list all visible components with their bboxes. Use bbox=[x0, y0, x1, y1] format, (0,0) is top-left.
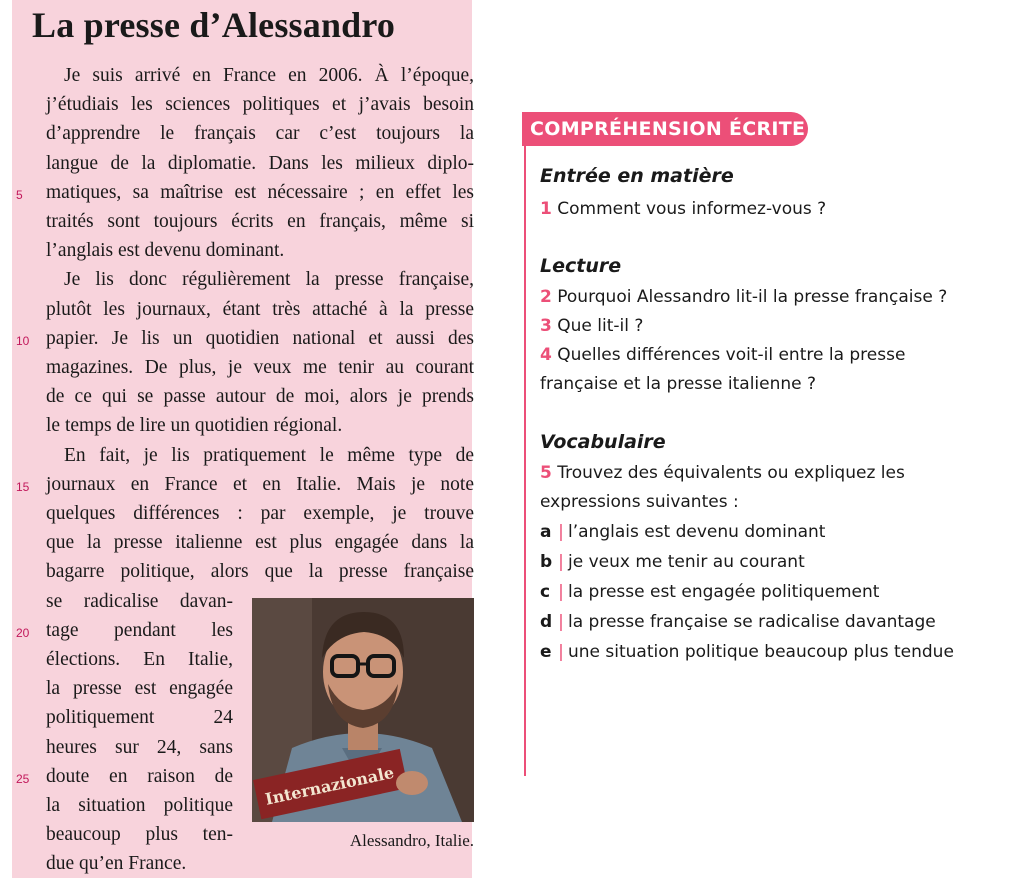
section-heading-vocabulaire: Vocabulaire bbox=[540, 431, 666, 453]
item-separator: | bbox=[558, 642, 564, 662]
question-text: Trouvez des équivalents ou expliquez les bbox=[557, 463, 905, 483]
article-line: due qu’en France. bbox=[46, 853, 187, 874]
question-4-continued: française et la presse italienne ? bbox=[540, 374, 817, 394]
article-line: l’anglais est devenu dominant. bbox=[46, 240, 285, 261]
photo-caption: Alessandro, Italie. bbox=[349, 831, 474, 850]
article-line: de ce qui se passe autour de moi, alors je prends bbox=[46, 386, 474, 407]
article-line: beaucoup plus ten- bbox=[46, 824, 233, 845]
vocabulary-item bbox=[540, 578, 879, 606]
article-line: plutôt les journaux, étant très attaché à la presse bbox=[46, 299, 474, 320]
item-text: la presse est engagée politiquement bbox=[568, 582, 880, 602]
vocabulary-item bbox=[540, 518, 825, 546]
question-5 bbox=[540, 459, 905, 487]
question-number: 5 bbox=[540, 463, 552, 483]
question-number: 3 bbox=[540, 316, 552, 336]
question-3 bbox=[540, 312, 643, 340]
item-text: l’anglais est devenu dominant bbox=[568, 522, 826, 542]
item-separator: | bbox=[558, 612, 564, 632]
question-number: 2 bbox=[540, 287, 552, 307]
portrait-photo bbox=[252, 598, 474, 822]
article-line: traités sont toujours écrits en français, même si bbox=[46, 211, 474, 232]
magazine-label: Internazionale bbox=[263, 762, 396, 809]
article-line: se radicalise davan- bbox=[46, 591, 233, 612]
article-line: la situation politique bbox=[46, 795, 233, 816]
article-line: Je lis donc régulièrement la presse française, bbox=[64, 269, 474, 290]
item-letter: d bbox=[540, 612, 553, 632]
item-text: je veux me tenir au courant bbox=[568, 552, 805, 572]
portrait-illustration bbox=[252, 598, 474, 822]
article-line: le temps de lire un quotidien régional. bbox=[46, 415, 343, 436]
question-text: Pourquoi Alessandro lit-il la presse française ? bbox=[557, 287, 948, 307]
question-text: Que lit-il ? bbox=[557, 316, 644, 336]
article-line: En fait, je lis pratiquement le même type de bbox=[64, 445, 474, 466]
line-number: 20 bbox=[16, 626, 30, 640]
article-line: papier. Je lis un quotidien national et aussi des bbox=[46, 328, 474, 349]
item-separator: | bbox=[558, 582, 564, 602]
article-line: tage pendant les bbox=[46, 620, 233, 641]
article-line: bagarre politique, alors que la presse française bbox=[46, 561, 474, 582]
item-text: une situation politique beaucoup plus tendue bbox=[568, 642, 954, 662]
vocabulary-item bbox=[540, 548, 805, 576]
item-separator: | bbox=[558, 522, 564, 542]
section-heading-entree: Entrée en matière bbox=[540, 165, 734, 187]
question-number: 4 bbox=[540, 345, 552, 365]
article-line: la presse est engagée bbox=[46, 678, 233, 699]
question-text: Comment vous informez-vous ? bbox=[557, 199, 827, 219]
vocabulary-item bbox=[540, 638, 954, 666]
vocabulary-item bbox=[540, 608, 936, 636]
line-number: 10 bbox=[16, 334, 30, 348]
line-number: 25 bbox=[16, 772, 30, 786]
question-1 bbox=[540, 195, 826, 223]
article-line: politiquement 24 bbox=[46, 707, 233, 728]
article-line: quelques différences : par exemple, je trouve bbox=[46, 503, 474, 524]
question-4 bbox=[540, 341, 905, 369]
article-line: Je suis arrivé en France en 2006. À l’époque, bbox=[64, 65, 474, 86]
article-line: élections. En Italie, bbox=[46, 649, 233, 670]
item-letter: e bbox=[540, 642, 552, 662]
line-number: 5 bbox=[16, 188, 23, 202]
item-separator: | bbox=[558, 552, 564, 572]
question-5-continued: expressions suivantes : bbox=[540, 492, 739, 512]
article-line: doute en raison de bbox=[46, 766, 233, 787]
article-line: d’apprendre le français car c’est toujours la bbox=[46, 123, 474, 144]
exercise-divider bbox=[524, 146, 526, 776]
article-panel bbox=[12, 0, 472, 878]
item-text: la presse française se radicalise davantage bbox=[568, 612, 936, 632]
article-line: journaux en France et en Italie. Mais je note bbox=[46, 474, 474, 495]
item-letter: c bbox=[540, 582, 551, 602]
article-line: matiques, sa maîtrise est nécessaire ; en effet les bbox=[46, 182, 474, 203]
question-2 bbox=[540, 283, 947, 311]
article-line: j’étudiais les sciences politiques et j’avais besoin bbox=[46, 94, 474, 115]
comprehension-banner: COMPRÉHENSION ÉCRITE bbox=[522, 112, 808, 146]
line-number: 15 bbox=[16, 480, 30, 494]
item-letter: b bbox=[540, 552, 553, 572]
section-heading-lecture: Lecture bbox=[540, 255, 622, 277]
article-line: langue de la diplomatie. Dans les milieux diplo- bbox=[46, 153, 474, 174]
article-line: heures sur 24, sans bbox=[46, 737, 233, 758]
article-line: magazines. De plus, je veux me tenir au courant bbox=[46, 357, 474, 378]
question-number: 1 bbox=[540, 199, 552, 219]
article-title: La presse d’Alessandro bbox=[32, 5, 396, 45]
item-letter: a bbox=[540, 522, 552, 542]
article-line: que la presse italienne est plus engagée dans la bbox=[46, 532, 474, 553]
question-text: Quelles différences voit-il entre la presse bbox=[557, 345, 906, 365]
